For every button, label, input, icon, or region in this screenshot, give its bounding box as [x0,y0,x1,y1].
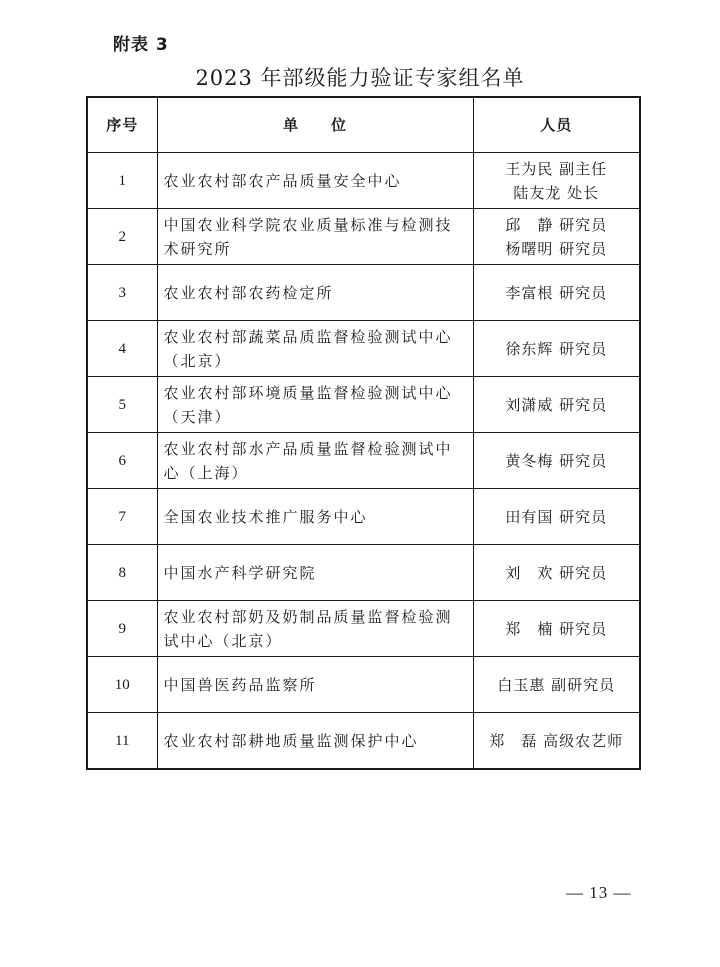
person-line: 王为民 副主任 [505,159,608,178]
row-no: 8 [87,545,157,601]
row-no: 9 [87,601,157,657]
unit-line: 心（上海） [163,463,249,482]
unit-line: 农业农村部水产品质量监督检验测试中 [163,439,453,458]
row-unit [157,377,473,433]
unit-line: 中国兽医药品监察所 [163,675,317,694]
table-row [87,433,640,489]
row-no: 6 [87,433,157,489]
table-row [87,321,640,377]
row-no: 5 [87,377,157,433]
unit-line: 中国水产科学研究院 [163,563,317,582]
table-row [87,601,640,657]
row-unit [157,601,473,657]
unit-line: 农业农村部农产品质量安全中心 [163,171,402,190]
row-person [473,153,640,209]
header-no: 序号 [87,97,157,153]
row-no: 4 [87,321,157,377]
row-unit [157,713,473,770]
row-person [473,433,640,489]
page-title: 2023 年部级能力验证专家组名单 [195,66,525,90]
row-unit [157,545,473,601]
unit-line: 全国农业技术推广服务中心 [163,507,368,526]
unit-line: 农业农村部耕地质量监测保护中心 [163,731,419,750]
row-person [473,209,640,265]
person-line: 陆友龙 处长 [513,183,600,202]
page-number: — 13 — [566,883,632,902]
row-no: 3 [87,265,157,321]
row-person [473,265,640,321]
row-person [473,601,640,657]
row-person [473,713,640,770]
unit-line: （北京） [163,351,232,370]
header-person: 人员 [473,97,640,153]
row-person [473,377,640,433]
unit-line: 试中心（北京） [163,631,283,650]
person-line: 黄冬梅 研究员 [505,451,608,470]
unit-line: 农业农村部农药检定所 [163,283,334,302]
person-line: 白玉惠 副研究员 [497,675,616,694]
table-row [87,713,640,770]
row-person [473,657,640,713]
table-row [87,377,640,433]
table-header-row [87,97,640,153]
unit-line: 中国农业科学院农业质量标准与检测技 [163,215,453,234]
unit-line: （天津） [163,407,232,426]
row-no: 11 [87,713,157,770]
person-line: 李富根 研究员 [505,283,608,302]
table-row [87,153,640,209]
table-row [87,657,640,713]
unit-line: 农业农村部奶及奶制品质量监督检验测 [163,607,453,626]
person-line: 刘 欢 研究员 [505,563,608,582]
table-row [87,209,640,265]
row-unit [157,209,473,265]
row-no: 2 [87,209,157,265]
person-line: 刘潇威 研究员 [505,395,608,414]
header-unit: 单 位 [157,97,473,153]
person-line: 田有国 研究员 [505,507,608,526]
row-unit [157,657,473,713]
unit-line: 术研究所 [163,239,232,258]
row-no: 7 [87,489,157,545]
person-line: 徐东辉 研究员 [505,339,608,358]
attachment-label: 附表 3 [113,35,169,55]
row-unit [157,489,473,545]
row-unit [157,153,473,209]
unit-line: 农业农村部蔬菜品质监督检验测试中心 [163,327,453,346]
row-unit [157,321,473,377]
table-row [87,489,640,545]
row-person [473,321,640,377]
person-line: 杨曙明 研究员 [505,239,608,258]
table-row [87,265,640,321]
row-person [473,545,640,601]
person-line: 郑 楠 研究员 [505,619,608,638]
table-row [87,545,640,601]
unit-line: 农业农村部环境质量监督检验测试中心 [163,383,453,402]
row-person [473,489,640,545]
person-line: 郑 磊 高级农艺师 [489,731,624,750]
expert-roster-table [86,96,641,770]
row-no: 10 [87,657,157,713]
row-no: 1 [87,153,157,209]
row-unit [157,433,473,489]
person-line: 邱 静 研究员 [505,215,608,234]
row-unit [157,265,473,321]
